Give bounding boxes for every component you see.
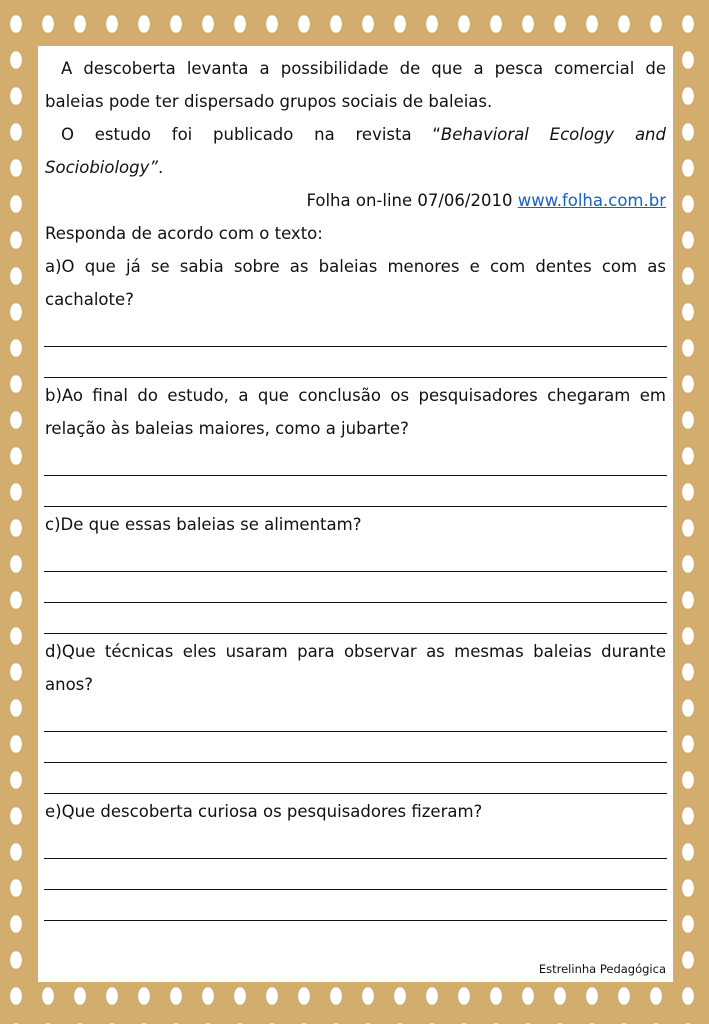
credit-label: Estrelinha Pedagógica <box>538 962 666 976</box>
journal-paragraph <box>45 118 666 151</box>
question-d-cont: anos? <box>45 675 94 694</box>
answer-line[interactable] <box>44 541 667 572</box>
source-text: Folha on-line 07/06/2010 <box>306 191 518 210</box>
answer-line[interactable] <box>44 445 667 476</box>
answer-line[interactable] <box>44 316 667 347</box>
answer-line[interactable] <box>44 890 667 921</box>
question-d: d)Que técnicas eles usaram para observar as mesmas baleias durante <box>45 642 666 661</box>
paragraph-line: A descoberta levanta a possibilidade de que a pesca comercial de <box>61 59 666 78</box>
question-c: c)De que essas baleias se alimentam? <box>45 515 362 534</box>
paragraph-line: baleias pode ter dispersado grupos sociais de baleias. <box>45 92 493 111</box>
paragraph-text: O estudo foi publicado na revista “ <box>61 125 441 144</box>
question-e: e)Que descoberta curiosa os pesquisadores fizeram? <box>45 802 483 821</box>
answer-line[interactable] <box>44 732 667 763</box>
question-b: b)Ao final do estudo, a que conclusão os pesquisadores chegaram em <box>45 386 666 405</box>
answer-line[interactable] <box>44 603 667 634</box>
answer-line[interactable] <box>44 347 667 378</box>
question-b-cont: relação às baleias maiores, como a jubarte? <box>45 419 409 438</box>
paragraph-text: . <box>157 158 164 177</box>
answer-line[interactable] <box>44 701 667 732</box>
answer-line[interactable] <box>44 828 667 859</box>
instruction: Responda de acordo com o texto: <box>45 224 323 243</box>
journal-name: Behavioral Ecology and <box>440 125 666 144</box>
question-a: a)O que já se sabia sobre as baleias menores e com dentes com as <box>45 257 666 276</box>
answer-line[interactable] <box>44 572 667 603</box>
question-a-cont: cachalote? <box>45 290 134 309</box>
source-link[interactable]: www.folha.com.br <box>517 191 666 210</box>
answer-line[interactable] <box>44 859 667 890</box>
source-citation <box>45 184 666 217</box>
worksheet-page <box>38 46 673 982</box>
answer-line[interactable] <box>44 763 667 794</box>
journal-name: Sociobiology” <box>45 158 158 177</box>
journal-paragraph-end <box>45 151 666 184</box>
answer-line[interactable] <box>44 476 667 507</box>
